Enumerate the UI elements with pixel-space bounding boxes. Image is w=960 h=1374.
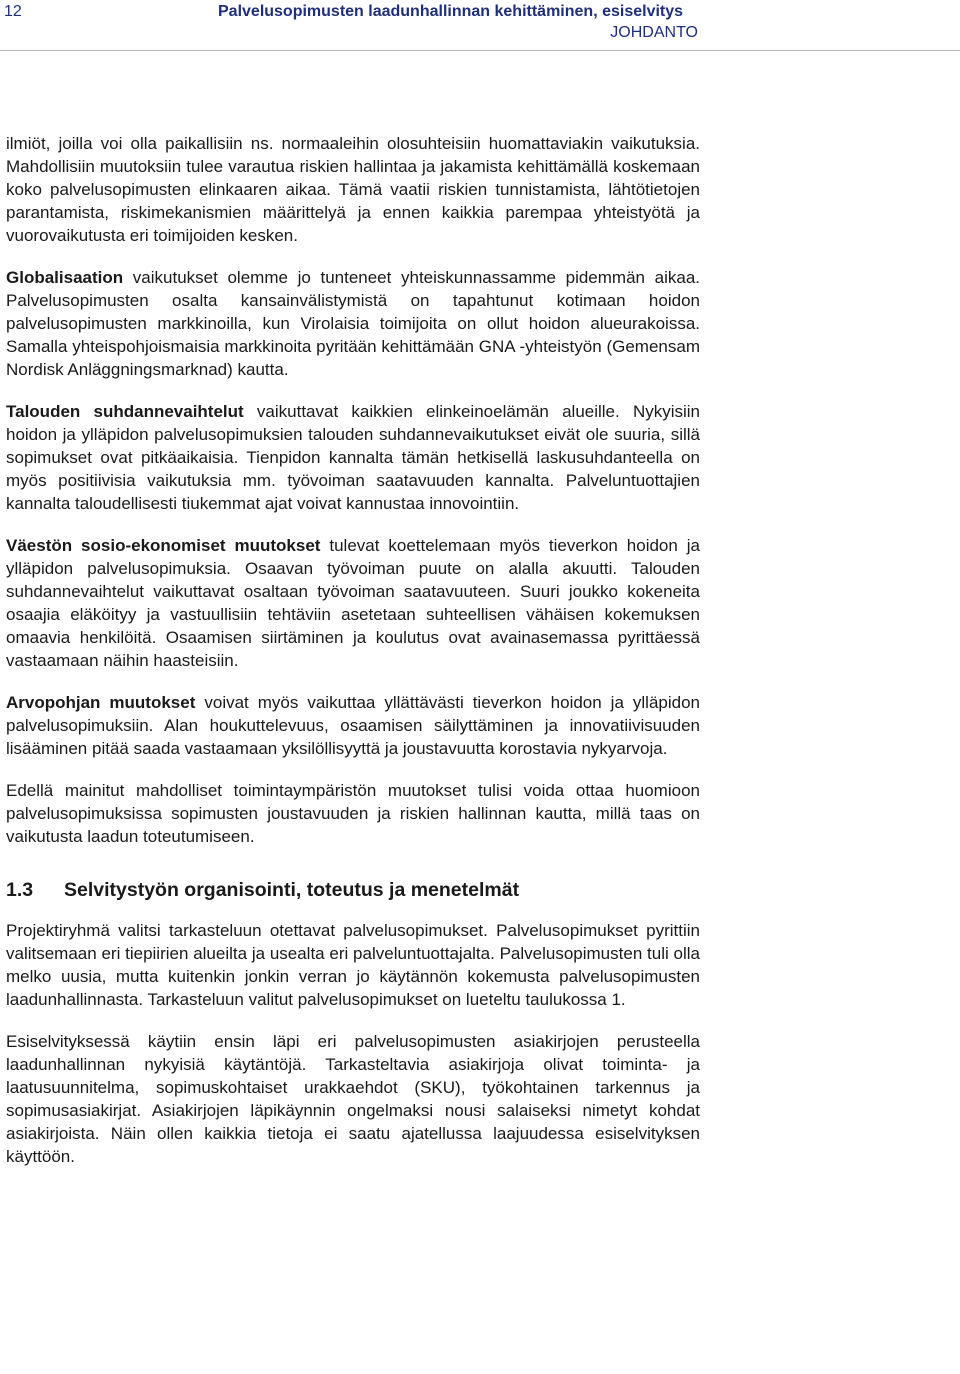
section-label: JOHDANTO — [610, 24, 698, 41]
page-header — [0, 0, 960, 52]
paragraph-text: Projektiryhmä valitsi tarkasteluun otettavat palvelusopimukset. Palvelusopimukset pyrittiin valitsemaan eri tiepiirien alueilta ja usealta eri palveluntuottajalta. Palvelusopimusten tuli olla melko uusia, mutta kuitenkin jonkin verran jo käytännön kokemusta palvelusopimusten laadunhallinnasta. Tarkasteluun valitut palvelusopimukset on lueteltu taulukossa 1. — [6, 921, 700, 1009]
paragraph-text: Edellä mainitut mahdolliset toimintaympäristön muutokset tulisi voida ottaa huomioon palvelusopimuksissa sopimusten joustavuuden ja riskien hallinnan kautta, millä taas on vaikutusta laadun toteutumiseen. — [6, 781, 700, 846]
paragraph-globalisation — [6, 266, 700, 381]
section-number: 1.3 — [6, 879, 34, 901]
paragraph-text: Esiselvityksessä käytiin ensin läpi eri palvelusopimusten asiakirjojen perusteella laadunhallinnan nykyisiä käytäntöjä. Tarkasteltavia asiakirjoja olivat toiminta- ja laatusuunnitelma, sopimuskohtaiset urakkaehdot (SKU), työkohtainen tarkennus ja sopimusasiakirjat. Asiakirjojen läpikäynnin ongelmaksi nousi salaiseksi nimetyt kohdat asiakirjoista. Näin ollen kaikkia tietoja ei saatu ajatellussa laajuudessa esiselvityksen käyttöön. — [6, 1032, 700, 1166]
header-rule — [0, 50, 960, 51]
paragraph-text: tulevat koettelemaan myös tieverkon hoidon ja ylläpidon palvelusopimuksia. Osaavan työvoiman puute on alalla akuutti. Talouden suhdannevaihtelut vaikuttavat osaltaan työvoiman saatavuuteen. Suuri joukko kokeneita osaajia eläköityy ja vastuullisiin tehtäviin asetetaan suhteellisen vähäisen kokemuksen omaavia henkilöitä. Osaamisen siirtäminen ja koulutus ovat avainasemassa pyrittäessä vastaamaan näihin haasteisiin. — [6, 536, 700, 670]
paragraph-economic-cycles — [6, 400, 700, 515]
paragraph-lead-term: Arvopohjan muutokset — [6, 693, 196, 712]
paragraph-text: voivat myös vaikuttaa yllättävästi tieverkon hoidon ja ylläpidon palvelusopimuksiin. Alan houkuttelevuus, osaamisen säilyttäminen ja innovatiivisuuden lisääminen pitää saada vastaamaan yksilöllisyyttä ja joustavuutta korostavia nykyarvoja. — [6, 693, 700, 758]
paragraph-summary — [6, 779, 700, 848]
paragraph-preliminary-study — [6, 1030, 700, 1168]
paragraph-text: vaikuttavat kaikkien elinkeinoelämän alueille. Nykyisiin hoidon ja ylläpidon palvelusopimuksien talouden suhdannevaikutukset eivät ole suuria, sillä sopimukset ovat pitkäaikaisia. Tienpidon kannalta tämän hetkisellä laskusuhdanteella on myös positiivisia vaikutuksia mm. työvoiman saatavuuden kannalta. Palveluntuottajien kannalta taloudellisesti tiukemmat ajat voivat kannustaa innovointiin. — [6, 402, 701, 513]
paragraph-values — [6, 691, 700, 760]
page-number: 12 — [4, 3, 22, 20]
paragraph-lead-term: Talouden suhdannevaihtelut — [6, 402, 244, 421]
section-title: Selvitystyön organisointi, toteutus ja menetelmät — [64, 879, 520, 901]
running-title: Palvelusopimusten laadunhallinnan kehittäminen, esiselvitys — [218, 3, 684, 20]
paragraph-lead-term: Globalisaation — [6, 268, 124, 287]
section-heading — [6, 878, 700, 902]
paragraph-text: ilmiöt, joilla voi olla paikallisiin ns. normaaleihin olosuhteisiin huomattaviakin vaikutuksia. Mahdollisiin muutoksiin tulee varautua riskien hallintaa ja jakamista kehittämällä koskemaan koko palvelusopimusten elinkaaren aikaa. Tämä vaatii riskien tunnistamista, lähtötietojen parantamista, riskimekanismien määrittelyä ja ennen kaikkia parempaa yhteistyötä ja vuorovaikutusta eri toimijoiden kesken. — [6, 134, 700, 245]
paragraph-project-group — [6, 919, 700, 1011]
paragraph-lead-term: Väestön sosio-ekonomiset muutokset — [6, 536, 321, 555]
paragraph-socio-economic — [6, 534, 700, 672]
paragraph-text: vaikutukset olemme jo tunteneet yhteiskunnassamme pidemmän aikaa. Palvelusopimusten osalta kansainvälistymistä on tapahtunut kotimaan hoidon palvelusopimusten markkinoilla, kun Virolaisia toimijoita on ollut hoidon alueurakoissa. Samalla yhteispohjoismaisia markkinoita pyritään kehittämään GNA -yhteistyön (Gemensam Nordisk Anläggningsmarknad) kautta. — [6, 268, 700, 379]
paragraph-risk-management — [6, 132, 700, 247]
document-body — [6, 132, 700, 1187]
